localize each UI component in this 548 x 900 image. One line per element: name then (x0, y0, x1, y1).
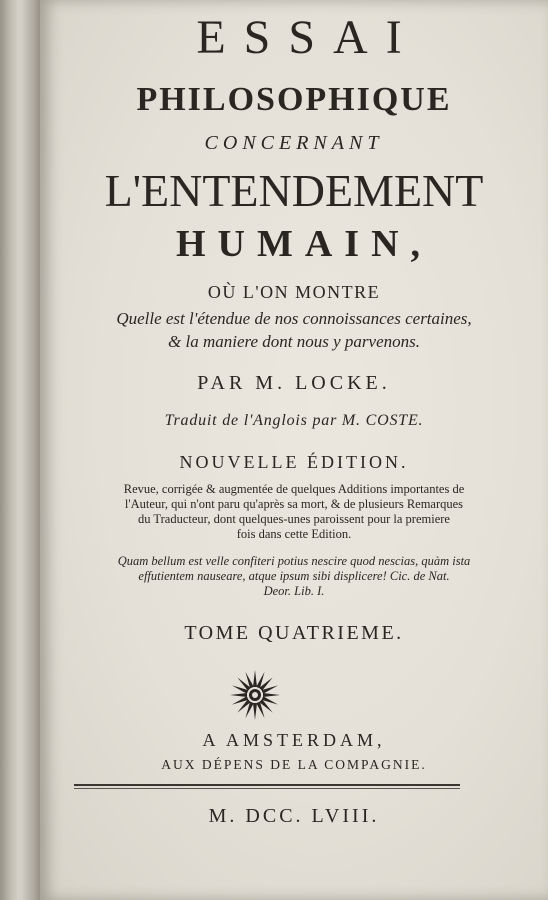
revision-line: fois dans cette Edition. (236, 527, 352, 541)
revision-line: l'Auteur, qui n'ont paru qu'après sa mort, & de plusieurs Remarques (124, 497, 464, 511)
divider-rule (74, 784, 460, 786)
date-line: M. DCC. LVIII. (208, 805, 380, 827)
sun-burst-ornament-icon (228, 668, 282, 722)
title-line-concernant: CONCERNANT (204, 132, 384, 154)
place-line: A AMSTERDAM, (202, 730, 386, 750)
author-line: PAR M. LOCKE. (197, 372, 391, 394)
volume-line: TOME QUATRIEME. (184, 622, 404, 644)
revision-line: du Traducteur, dont quelques-unes paroissent pour la premiere (138, 512, 450, 526)
subtitle-line-1: Quelle est l'étendue de nos connoissances certaines, (116, 309, 472, 328)
epigraph-line: effutientem nauseare, atque ipsum sibi displicere! Cic. de Nat. (138, 569, 450, 583)
translator-line: Traduit de l'Anglois par M. COSTE. (164, 412, 424, 429)
title-line-entendement: L'ENTENDEMENT (104, 165, 484, 216)
edition-line: NOUVELLE ÉDITION. (179, 452, 409, 472)
revision-line: Revue, corrigée & augmentée de quelques Additions importantes de (123, 482, 465, 496)
epigraph-line: Deor. Lib. I. (263, 584, 325, 598)
epigraph-line: Quam bellum est velle confiteri potius nescire quod nescias, quàm ista (117, 554, 471, 568)
title-line-philosophique: PHILOSOPHIQUE (136, 81, 452, 118)
divider-rule-thin (74, 788, 460, 789)
subtitle-line-2: & la maniere dont nous y parvenons. (168, 332, 420, 351)
publisher-line: AUX DÉPENS DE LA COMPAGNIE. (161, 757, 427, 772)
title-line-ou-lon-montre: OÙ L'ON MONTRE (207, 282, 381, 302)
title-line-humain: HUMAIN, (175, 223, 433, 265)
title-line-essai: ESSAI (196, 11, 420, 64)
